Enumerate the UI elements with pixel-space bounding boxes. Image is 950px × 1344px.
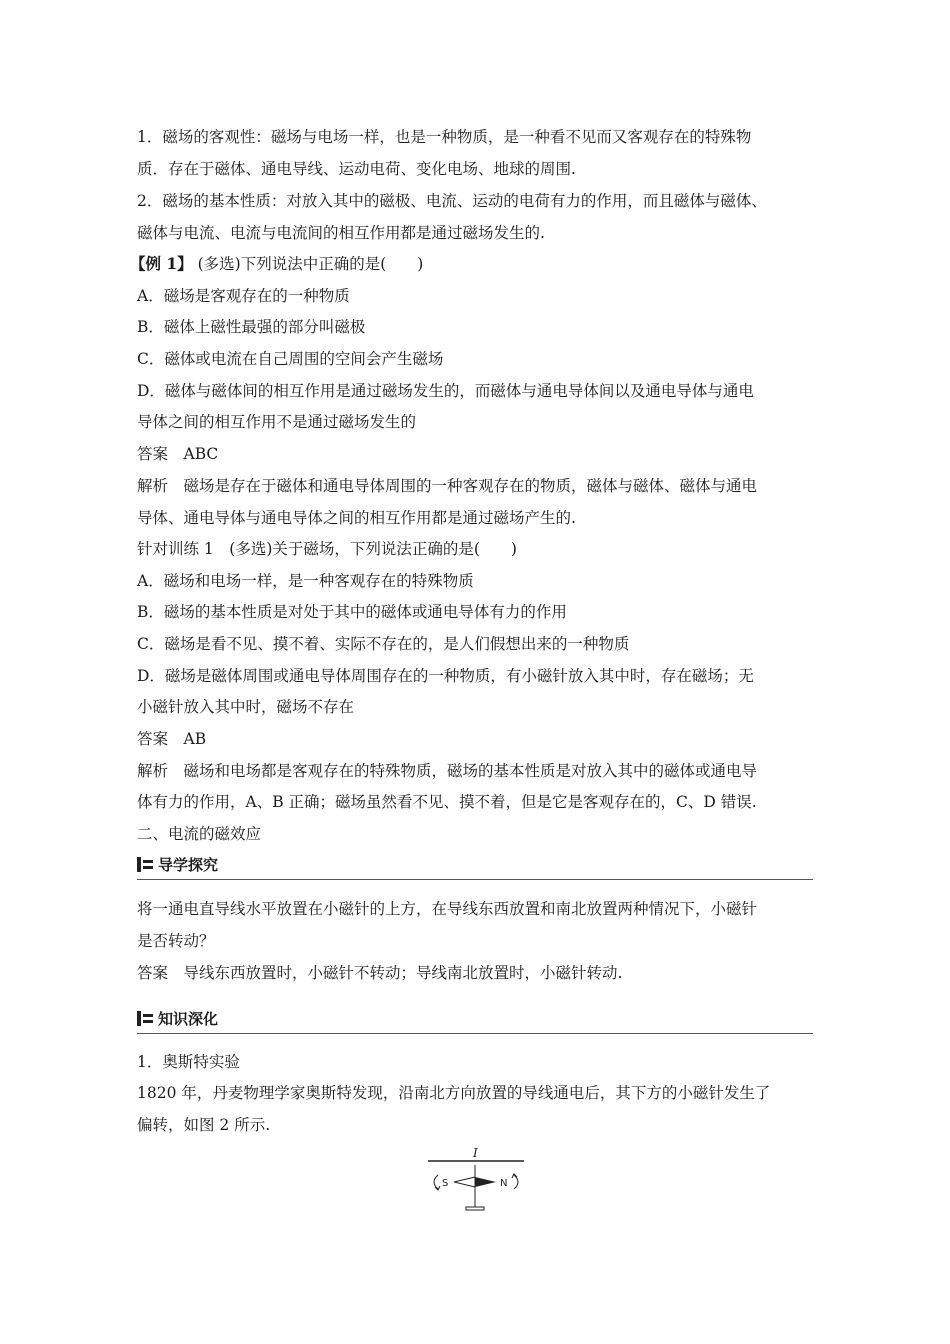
option-d: D．磁场是磁体周围或通电导体周围存在的一种物质，有小磁针放入其中时，存在磁场；无 bbox=[137, 667, 754, 685]
explanation: 解析 磁场和电场都是客观存在的特殊物质，磁场的基本性质是对放入其中的磁体或通电导 bbox=[137, 762, 758, 780]
option-b: B．磁体上磁性最强的部分叫磁极 bbox=[137, 318, 366, 336]
answer: 答案 ABC bbox=[137, 445, 219, 463]
needle-south-half bbox=[454, 1177, 475, 1187]
option-d: D．磁体与磁体间的相互作用是通过磁场发生的，而磁体与通电导体间以及通电导体与通电 bbox=[137, 382, 754, 400]
explanation: 解析 磁场是存在于磁体和通电导体周围的一种客观存在的物质，磁体与磁体、磁体与通电 bbox=[137, 477, 758, 495]
section-divider bbox=[137, 879, 813, 880]
south-pole-label: S bbox=[442, 1178, 449, 1189]
section-title: 二、电流的磁效应 bbox=[137, 825, 262, 843]
paragraph-line: 1820 年，丹麦物理学家奥斯特发现，沿南北方向放置的导线通电后，其下方的小磁针发生了 bbox=[137, 1084, 771, 1102]
guide-question-cont: 是否转动？ bbox=[137, 932, 215, 950]
example-label: 【例 1】 bbox=[130, 254, 193, 273]
current-label: I bbox=[473, 1146, 478, 1160]
option-c: C．磁场是看不见、摸不着、实际不存在的，是人们假想出来的一种物质 bbox=[137, 635, 630, 653]
needle-stand-base bbox=[466, 1207, 484, 1210]
section-header-title: 导学探究 bbox=[158, 855, 219, 874]
option-a: A．磁场是客观存在的一种物质 bbox=[137, 287, 350, 305]
section-divider bbox=[137, 1033, 813, 1034]
example-question bbox=[130, 253, 423, 275]
option-b: B．磁场的基本性质是对处于其中的磁体或通电导体有力的作用 bbox=[137, 603, 567, 621]
paragraph-line: 偏转，如图 2 所示. bbox=[137, 1116, 271, 1134]
rotation-arrow-left-icon bbox=[434, 1175, 438, 1189]
section-header-deep bbox=[137, 1007, 218, 1029]
example-stem: (多选)下列说法中正确的是( ) bbox=[192, 255, 424, 273]
explanation-cont: 体有力的作用，A、B 正确；磁场虽然看不见、摸不着，但是它是客观存在的，C、D 错误. bbox=[137, 793, 757, 811]
paragraph-line: 磁体与电流、电流与电流间的相互作用都是通过磁场发生的. bbox=[137, 224, 545, 242]
north-pole-label: N bbox=[500, 1178, 508, 1189]
rotation-arrow-right-icon bbox=[514, 1175, 518, 1189]
section-marker-icon bbox=[137, 857, 153, 872]
section-marker-icon bbox=[137, 1011, 153, 1026]
option-c: C．磁体或电流在自己周围的空间会产生磁场 bbox=[137, 350, 444, 368]
option-d-cont: 导体之间的相互作用不是通过磁场发生的 bbox=[137, 413, 417, 431]
explanation-cont: 导体、通电导体与通电导体之间的相互作用都是通过磁场产生的. bbox=[137, 509, 576, 527]
answer: 答案 AB bbox=[137, 730, 207, 748]
option-a: A．磁场和电场一样，是一种客观存在的特殊物质 bbox=[137, 572, 474, 590]
oersted-figure bbox=[420, 1145, 532, 1217]
training-question: 针对训练 1 (多选)关于磁场，下列说法正确的是( ) bbox=[137, 540, 517, 558]
section-header-guide bbox=[137, 853, 218, 875]
needle-north-half bbox=[475, 1177, 496, 1187]
paragraph-line: 1．磁场的客观性：磁场与电场一样，也是一种物质，是一种看不见而又客观存在的特殊物 bbox=[137, 128, 752, 146]
paragraph-line: 2．磁场的基本性质：对放入其中的磁极、电流、运动的电荷有力的作用，而且磁体与磁体、 bbox=[137, 192, 767, 210]
paragraph-line: 质．存在于磁体、通电导线、运动电荷、变化电场、地球的周围. bbox=[137, 160, 576, 178]
guide-question: 将一通电直导线水平放置在小磁针的上方，在导线东西放置和南北放置两种情况下，小磁针 bbox=[137, 900, 758, 918]
paragraph-line: 1．奥斯特实验 bbox=[137, 1053, 240, 1071]
guide-answer: 答案 导线东西放置时，小磁针不转动；导线南北放置时，小磁针转动. bbox=[137, 964, 623, 982]
section-header-title: 知识深化 bbox=[158, 1009, 219, 1028]
option-d-cont: 小磁针放入其中时，磁场不存在 bbox=[137, 698, 355, 716]
